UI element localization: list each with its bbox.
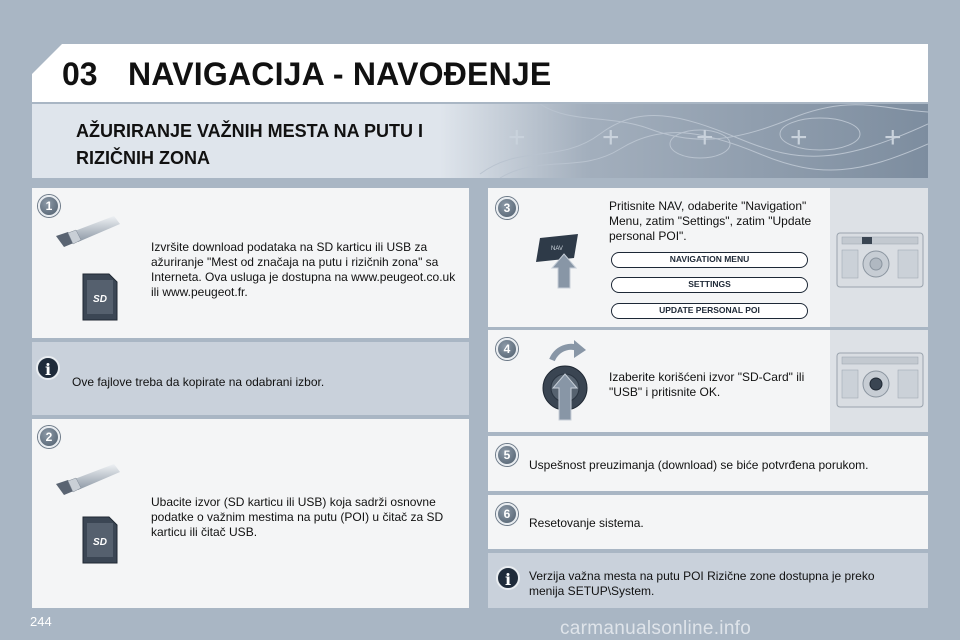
usb-stick-icon bbox=[52, 462, 122, 502]
rotary-knob-icon bbox=[538, 338, 608, 424]
step-5-text: Uspešnost preuzimanja (download) se biće potvrđena porukom. bbox=[529, 458, 869, 472]
radio-unit-image bbox=[836, 232, 924, 288]
sd-card-icon bbox=[81, 515, 119, 565]
step-3-badge: 3 bbox=[496, 197, 518, 219]
step-6-badge: 6 bbox=[496, 503, 518, 525]
usb-stick-icon bbox=[52, 214, 122, 254]
plus-mark: + bbox=[602, 121, 620, 154]
sd-logo: SD bbox=[93, 537, 107, 548]
step-1-text: Izvršite download podataka na SD karticu ili USB za ažuriranje "Mest od značaja na putu i rizičnih zona" sa Interneta. Ova usluga je dostupna na www.peugeot.co.uk ili www.peugeot.fr. bbox=[151, 240, 456, 299]
info-1-text: Ove fajlove treba da kopirate na odabrani izbor. bbox=[72, 375, 325, 389]
sd-card-icon bbox=[81, 272, 119, 322]
nav-button-press-icon bbox=[530, 228, 590, 290]
menu-item-update-poi: UPDATE PERSONAL POI bbox=[611, 303, 808, 319]
step-4-text: Izaberite korišćeni izvor "SD-Card" ili "USB" i pritisnite OK. bbox=[609, 370, 805, 399]
sd-logo: SD bbox=[93, 294, 107, 305]
info-icon: i bbox=[36, 356, 60, 380]
step-6-text: Resetovanje sistema. bbox=[529, 516, 644, 530]
plus-mark: + bbox=[696, 121, 714, 154]
chapter-number: 03 bbox=[62, 56, 98, 92]
info-icon: i bbox=[496, 566, 520, 590]
page-number: 244 bbox=[30, 614, 52, 629]
plus-mark: + bbox=[790, 121, 808, 154]
step-5-badge: 5 bbox=[496, 444, 518, 466]
nav-key-label: NAV bbox=[551, 246, 563, 252]
section-title-line1: AŽURIRANJE VAŽNIH MESTA NA PUTU I bbox=[76, 121, 424, 141]
step-4-badge: 4 bbox=[496, 338, 518, 360]
plus-mark: + bbox=[884, 121, 902, 154]
step-2-text: Ubacite izvor (SD karticu ili USB) koja sadrži osnovne podatke o važnim mestima na putu (POI) u čitač za SD karticu ili čitač USB. bbox=[151, 495, 444, 539]
section-title bbox=[76, 118, 476, 172]
radio-unit-image bbox=[836, 352, 924, 408]
step-3-text: Pritisnite NAV, odaberite "Navigation" Menu, zatim "Settings", zatim "Update personal POI". bbox=[609, 199, 812, 243]
header-notch bbox=[32, 44, 62, 74]
section-title-line2: RIZIČNIH ZONA bbox=[76, 148, 210, 168]
plus-mark: + bbox=[508, 121, 526, 154]
menu-item-navigation: NAVIGATION MENU bbox=[611, 252, 808, 268]
step-1-badge: 1 bbox=[38, 195, 60, 217]
chapter-title: NAVIGACIJA - NAVOĐENJE bbox=[128, 56, 552, 92]
watermark: carmanualsonline.info bbox=[560, 618, 752, 639]
info-2-text: Verzija važna mesta na putu POI Rizične zone dostupna je preko menija SETUP\System. bbox=[529, 569, 875, 598]
step-2-badge: 2 bbox=[38, 426, 60, 448]
menu-item-settings: SETTINGS bbox=[611, 277, 808, 293]
